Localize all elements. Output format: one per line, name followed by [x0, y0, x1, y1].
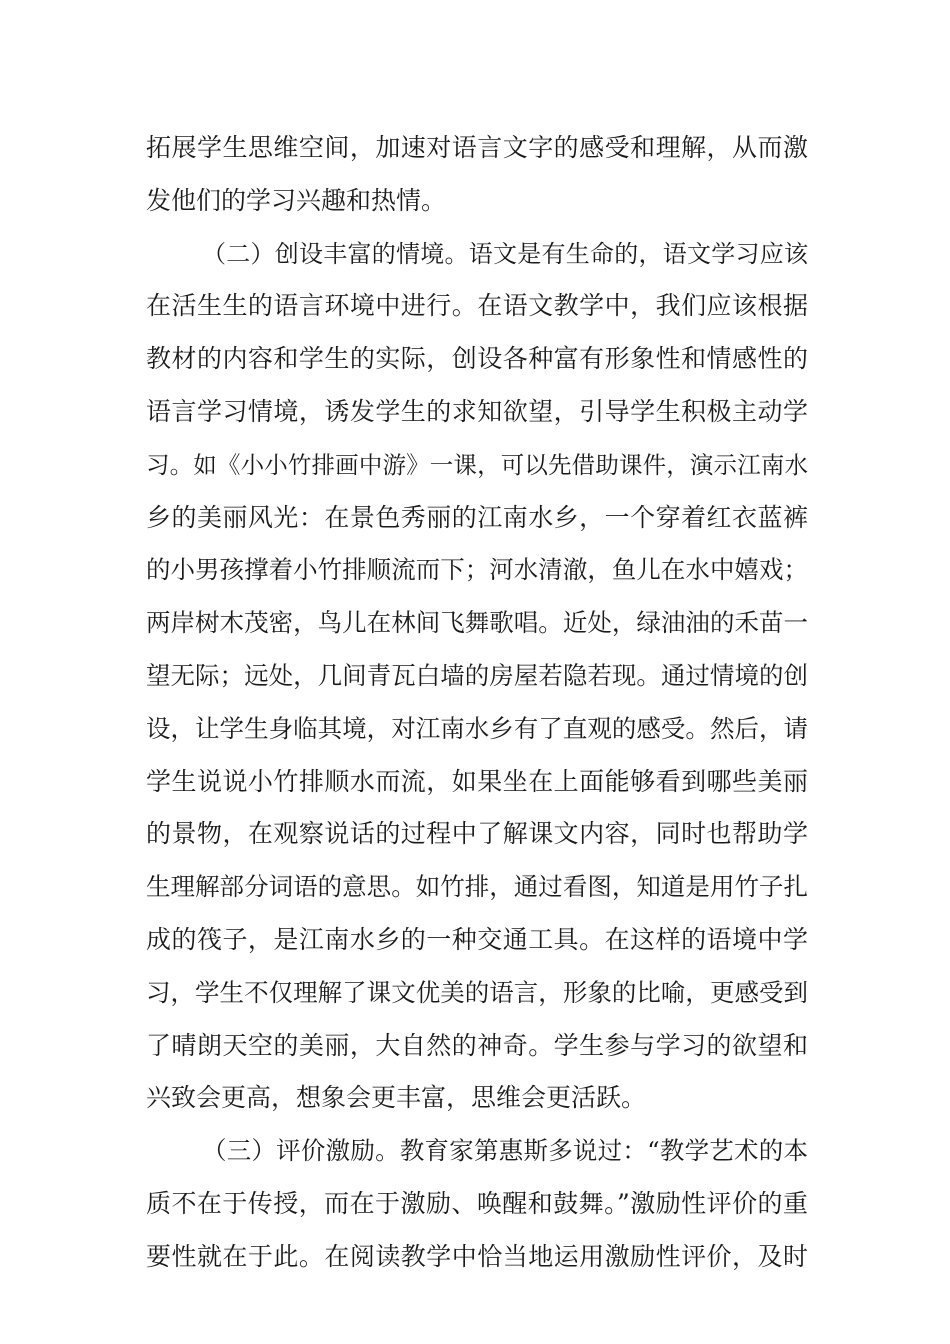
text-line: 拓展学生思维空间，加速对语言文字的感受和理解，从而激 — [146, 133, 808, 162]
text-line: 的景物，在观察说话的过程中了解课文内容，同时也帮助学 — [146, 819, 808, 849]
text-line: 在活生生的语言环境中进行。在语文教学中，我们应该根据 — [146, 291, 808, 321]
text-line: 学生说说小竹排顺水而流，如果坐在上面能够看到哪些美丽 — [146, 766, 808, 796]
text-line: 了晴朗天空的美丽，大自然的神奇。学生参与学习的欲望和 — [146, 1030, 808, 1060]
text-line: 发他们的学习兴趣和热情。 — [146, 185, 447, 215]
text-line: 两岸树木茂密，鸟儿在林间飞舞歌唱。近处，绿油油的禾苗一 — [146, 608, 808, 638]
text-line: 质不在于传授，而在于激励、唤醒和鼓舞。”激励性评价的重 — [146, 1188, 808, 1218]
text-line: 要性就在于此。在阅读教学中恰当地运用激励性评价，及时 — [146, 1241, 808, 1271]
text-line: 的小男孩撑着小竹排顺流而下；河水清澈，鱼儿在水中嬉戏； — [146, 555, 808, 585]
text-line: 设，让学生身临其境，对江南水乡有了直观的感受。然后，请 — [146, 713, 808, 743]
paragraph-first-line: （三）评价激励。教育家第惠斯多说过：“教学艺术的本 — [202, 1136, 808, 1166]
text-line: 习，学生不仅理解了课文优美的语言，形象的比喻，更感受到 — [146, 977, 808, 1007]
text-line: 语言学习情境，诱发学生的求知欲望，引导学生积极主动学 — [146, 396, 808, 426]
text-line: 乡的美丽风光：在景色秀丽的江南水乡，一个穿着红衣蓝裤 — [146, 502, 808, 532]
text-line: 兴致会更高，想象会更丰富，思维会更活跃。 — [146, 1083, 647, 1113]
paragraph-first-line: （二）创设丰富的情境。语文是有生命的，语文学习应该 — [202, 239, 808, 268]
text-line: 教材的内容和学生的实际，创设各种富有形象性和情感性的 — [146, 344, 808, 374]
text-line: 望无际；远处，几间青瓦白墙的房屋若隐若现。通过情境的创 — [146, 660, 808, 690]
text-line: 生理解部分词语的意思。如竹排，通过看图，知道是用竹子扎 — [146, 872, 808, 902]
body-text — [146, 122, 808, 1284]
text-line: 成的筏子，是江南水乡的一种交通工具。在这样的语境中学 — [146, 924, 808, 954]
text-line: 习。如《小小竹排画中游》一课，可以先借助课件，演示江南水 — [146, 450, 808, 479]
